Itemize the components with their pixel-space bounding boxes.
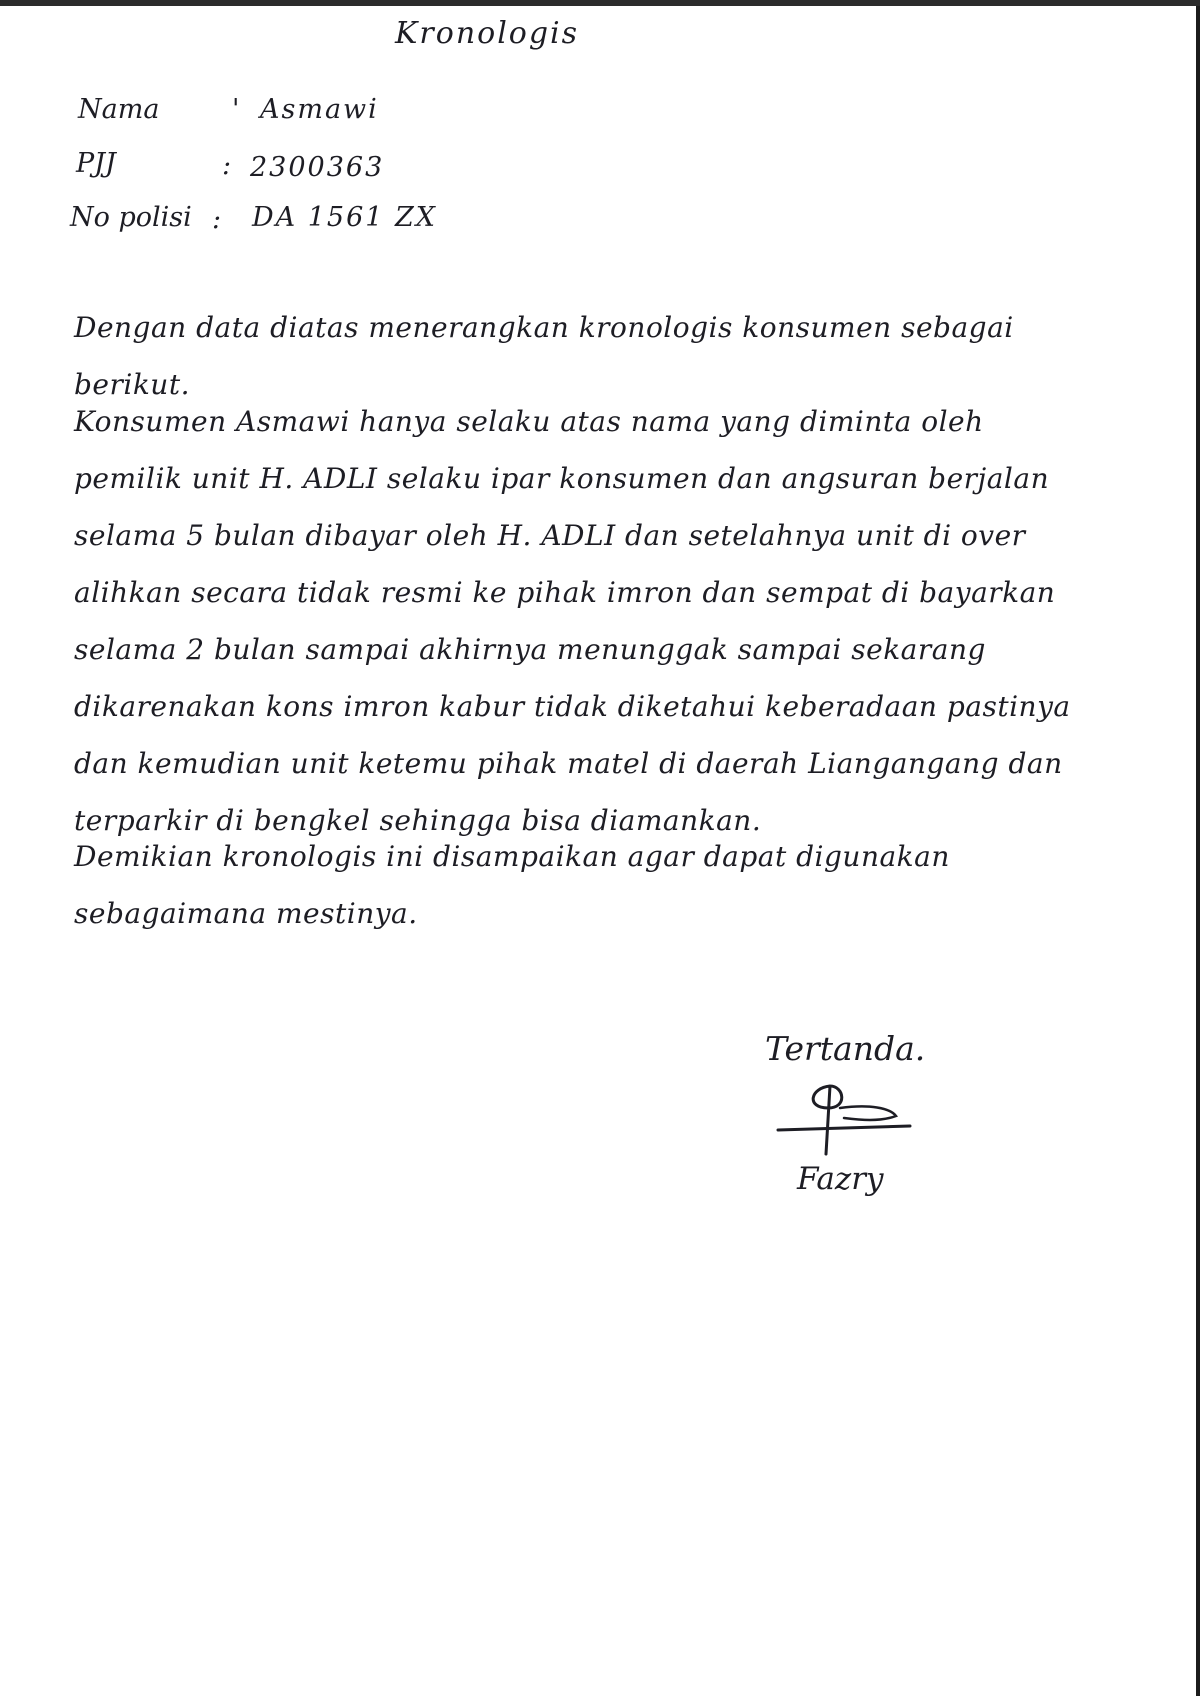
field-separator-pjj: :	[222, 150, 234, 181]
signature-mark	[770, 1078, 920, 1158]
field-label-nama: Nama	[78, 94, 160, 125]
field-value-no-polisi: DA 1561 ZX	[252, 202, 438, 233]
signer-name: Fazry	[797, 1161, 884, 1197]
field-value-nama: Asmawi	[260, 94, 379, 125]
field-separator-no-polisi: :	[212, 204, 224, 235]
field-separator-nama: '	[232, 94, 242, 125]
field-label-no-polisi: No polisi	[70, 202, 192, 233]
field-label-pjj: PJJ	[76, 148, 116, 179]
document-title: Kronologis	[395, 16, 580, 51]
intro-paragraph: Dengan data diatas menerangkan kronologis konsumen sebagai berikut.	[74, 311, 1014, 401]
handwritten-letter-page	[0, 6, 1200, 1696]
field-value-pjj: 2300363	[250, 152, 385, 183]
signoff-text: Tertanda.	[765, 1029, 926, 1068]
chronology-paragraph: Konsumen Asmawi hanya selaku atas nama yang diminta oleh pemilik unit H. ADLI selaku ipar konsumen dan angsuran berjalan selama 5 bulan dibayar oleh H. ADLI dan setelahnya unit di over alihkan secara tidak resmi ke pihak imron dan sempat di bayarkan selama 2 bulan sampai akhirnya menunggak sampai sekarang dikarenakan kons imron kabur tidak diketahui keberadaan pastinya dan kemudian unit ketemu pihak matel di daerah Liangangang dan terparkir di bengkel sehingga bisa diamankan.	[74, 405, 1071, 837]
closing-paragraph: Demikian kronologis ini disampaikan agar dapat digunakan sebagaimana mestinya.	[74, 840, 950, 930]
